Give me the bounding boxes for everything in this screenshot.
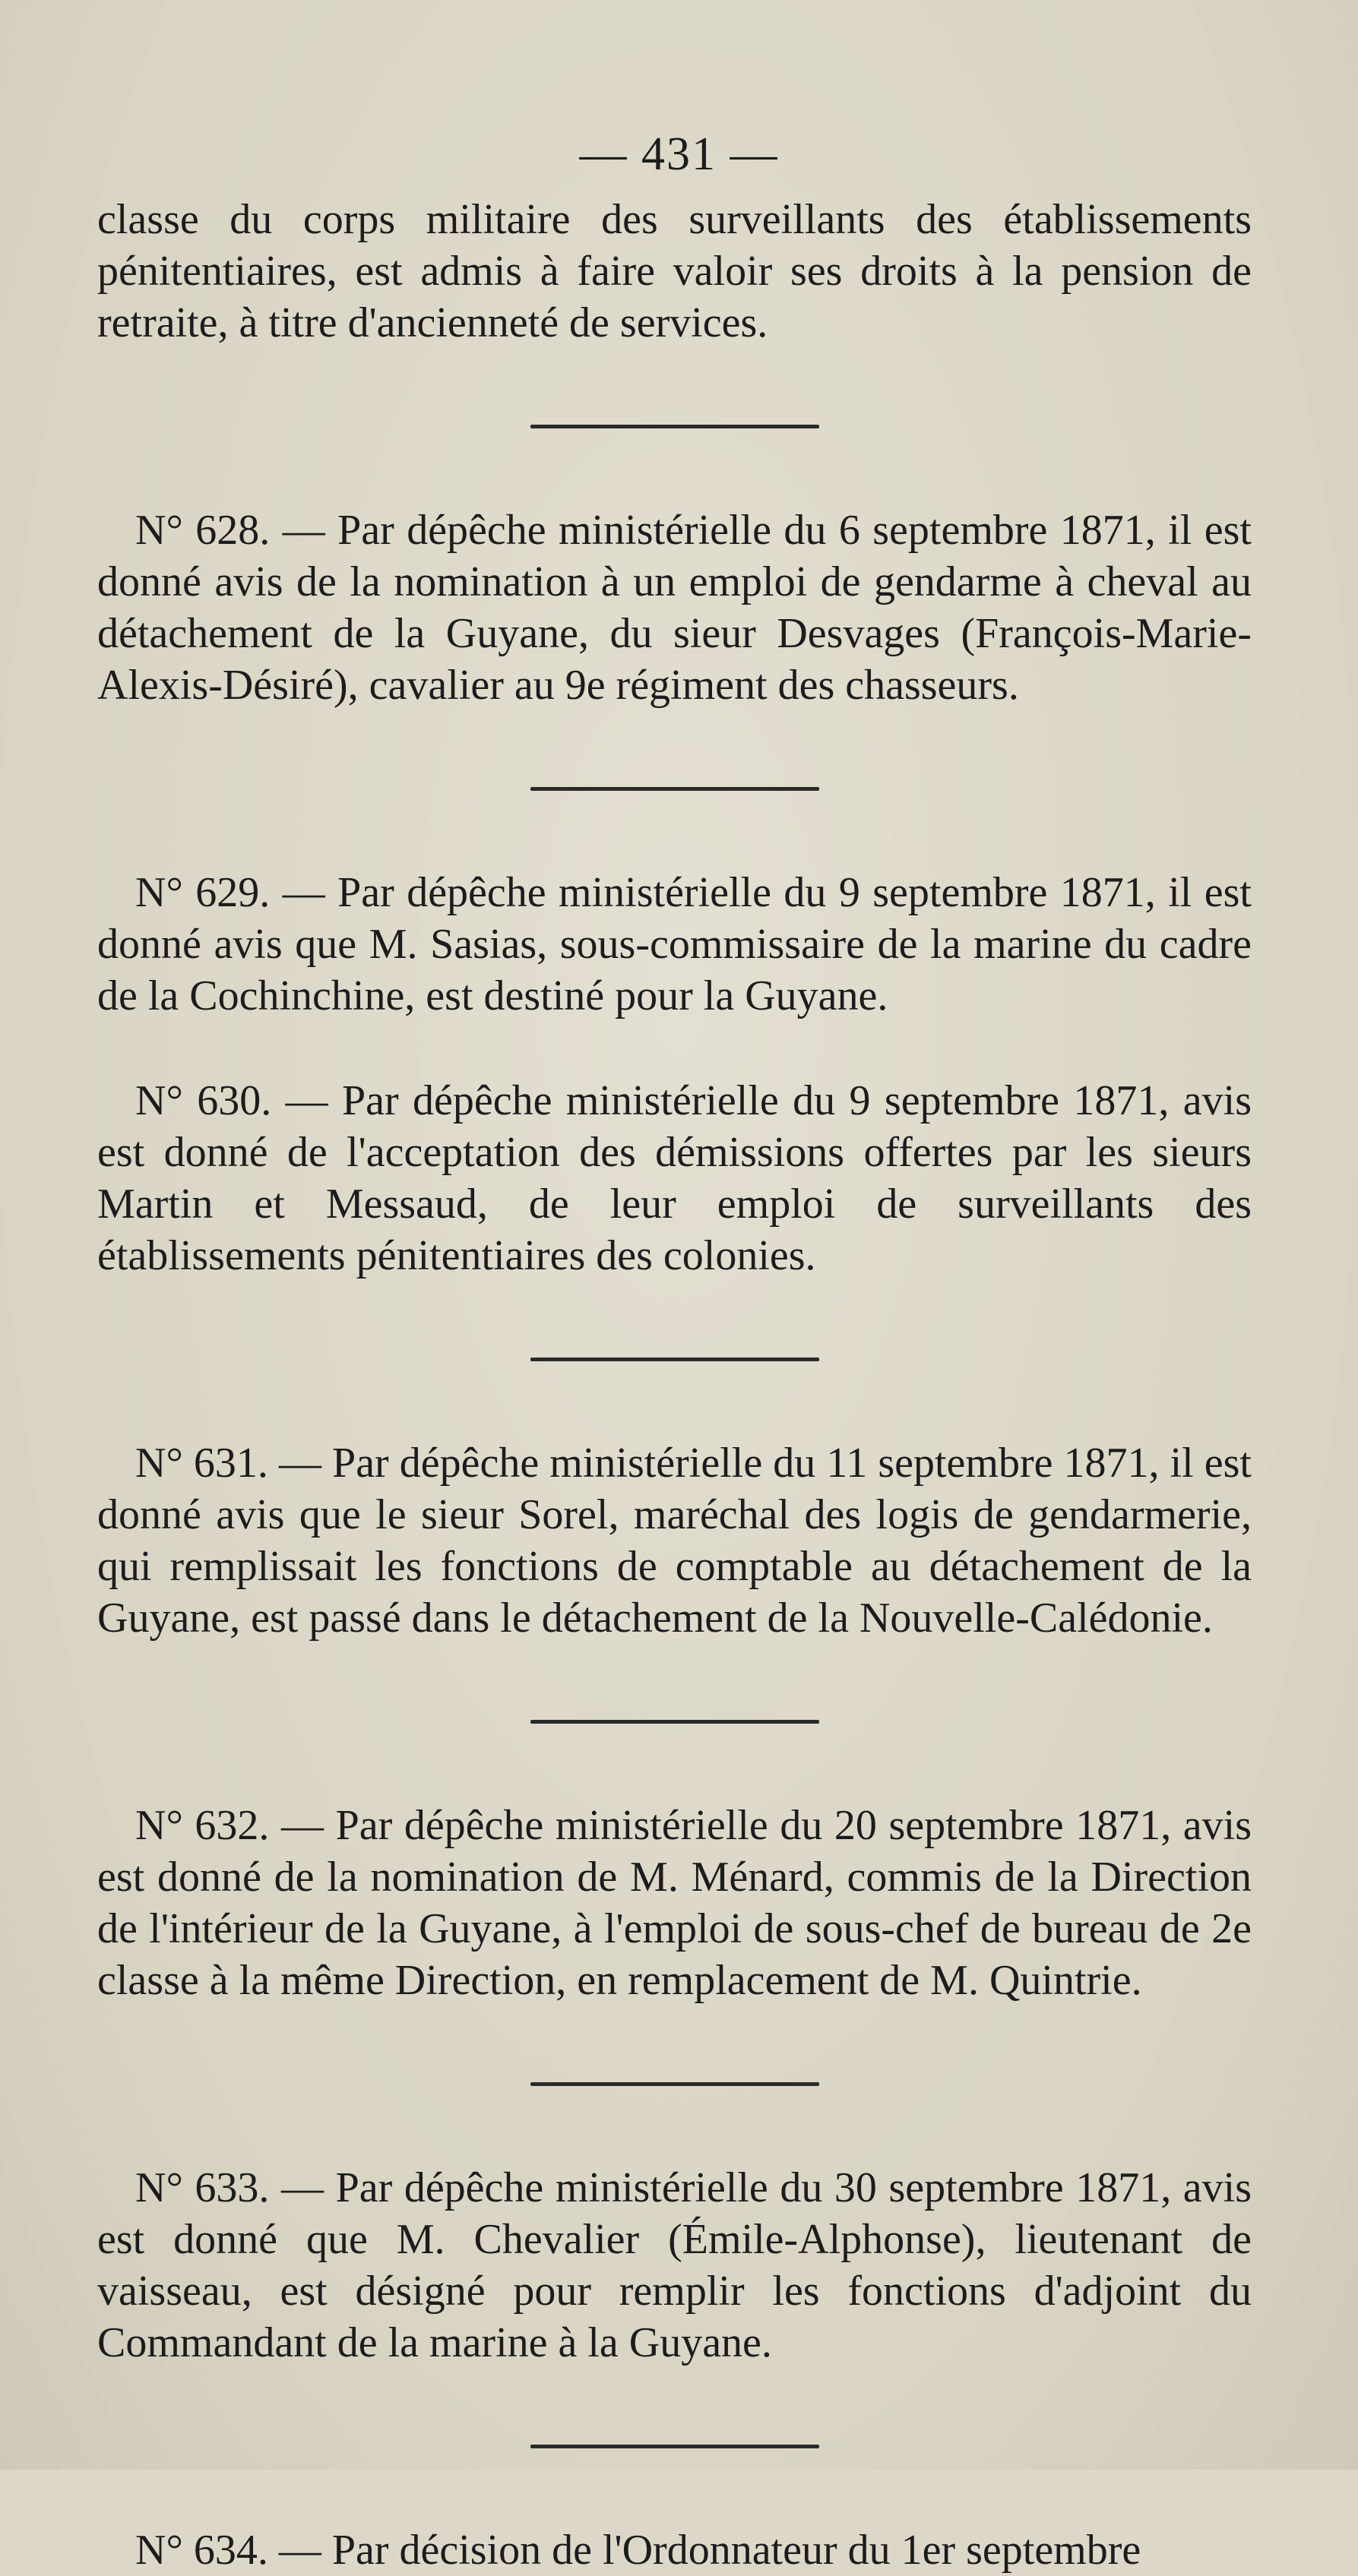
page-number: — 431 — (579, 128, 779, 180)
paragraph-634: N° 634. — Par décision de l'Ordonnateur du 1er septembre (135, 2527, 1141, 2574)
paragraph-intro: classe du corps militaire des surveillants des établissements pénitentiaires, est admis à faire valoir ses droits à la pension de retraite, à titre d'ancienneté de services. (97, 196, 1252, 346)
section-divider (530, 425, 819, 428)
section-divider (530, 787, 819, 791)
paragraph-632: N° 632. — Par dépêche ministérielle du 20 septembre 1871, avis est donné de la nomination de M. Ménard, commis de la Direction de l'intérieur de la Guyane, à l'emploi de sous-chef de bureau de 2e classe à la même Direction, en remplacement de M. Quintrie. (97, 1802, 1252, 2004)
section-divider (530, 2445, 819, 2448)
paragraph-630: N° 630. — Par dépêche ministérielle du 9 septembre 1871, avis est donné de l'acceptation des démissions offertes par les sieurs Martin et Messaud, de leur emploi de surveillants des établissements pénitentiaires des colonies. (97, 1077, 1252, 1279)
paragraph-gap (97, 1022, 1252, 1075)
section-divider (530, 2082, 819, 2086)
paragraph-633: N° 633. — Par dépêche ministérielle du 30 septembre 1871, avis est donné que M. Chevalier (Émile-Alphonse), lieutenant de vaisseau, est désigné pour remplir les fonctions d'adjoint du Commandant de la marine à la Guyane. (97, 2164, 1252, 2366)
paragraph-629: N° 629. — Par dépêche ministérielle du 9 septembre 1871, il est donné avis que M. Sasias, sous-commissaire de la marine du cadre de la Cochinchine, est destiné pour la Guyane. (97, 869, 1252, 1019)
section-divider (530, 1358, 819, 1361)
page-content (97, 194, 1252, 2576)
section-divider (530, 1720, 819, 1724)
paragraph-628: N° 628. — Par dépêche ministérielle du 6 septembre 1871, il est donné avis de la nomination à un emploi de gendarme à cheval au détachement de la Guyane, du sieur Desvages (François-Marie-Alexis-Désiré), cavalier au 9e régiment des chasseurs. (97, 507, 1252, 709)
paragraph-631: N° 631. — Par dépêche ministérielle du 11 septembre 1871, il est donné avis que le sieur Sorel, maréchal des logis de gendarmerie, qui remplissait les fonctions de comptable au détachement de la Guyane, est passé dans le détachement de la Nouvelle-Calédonie. (97, 1440, 1252, 1642)
